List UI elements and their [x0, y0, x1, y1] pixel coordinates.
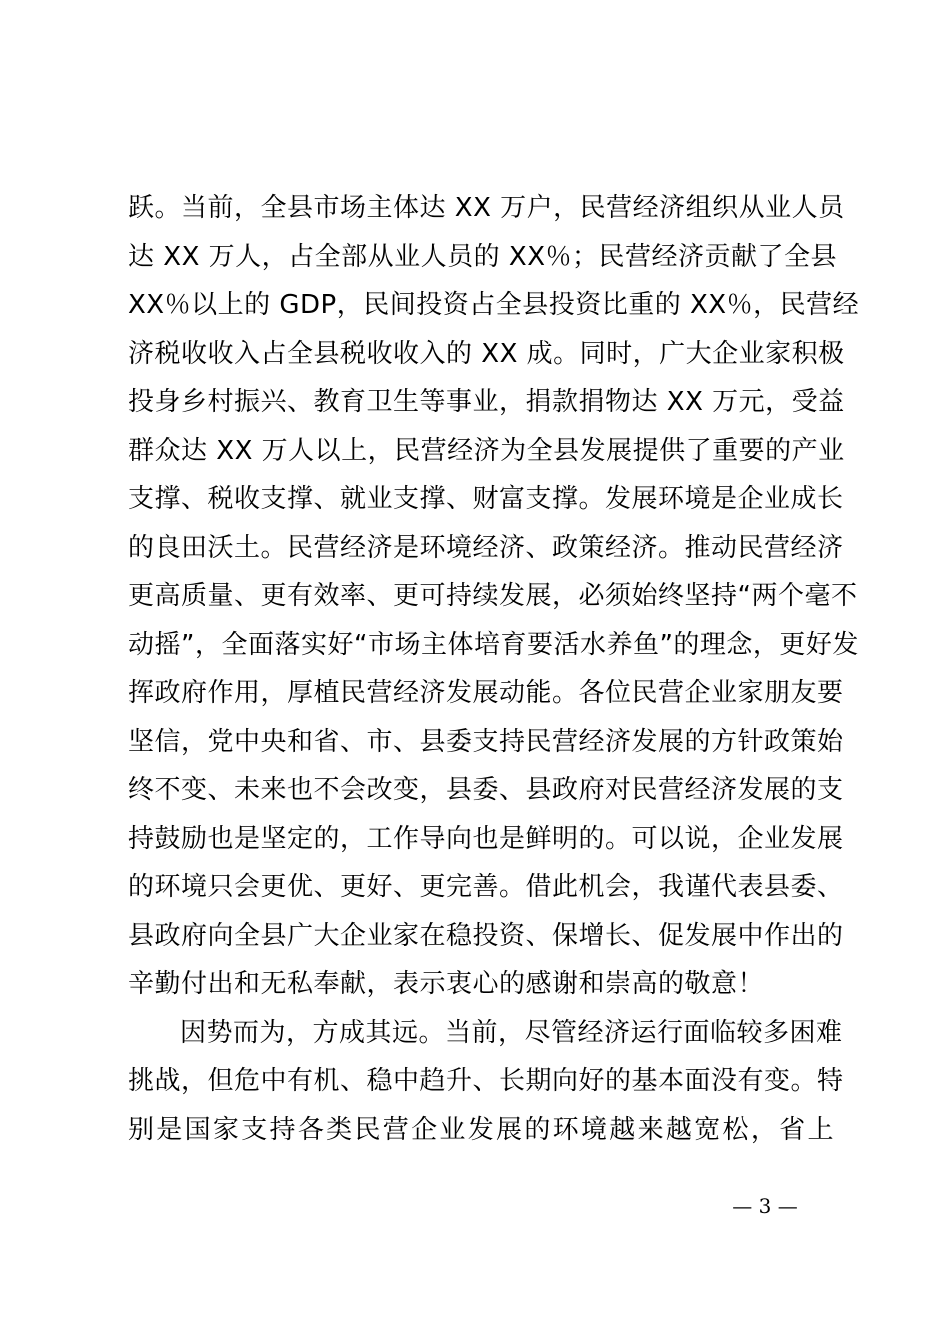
paragraph-1 — [128, 184, 860, 1009]
text-line: 济税收收入占全县税收收入的 XX 成。同时，广大企业家积极 — [128, 338, 845, 369]
text-line: 县政府向全县广大企业家在稳投资、保增长、促发展中作出的 — [128, 920, 844, 951]
text-line: 终不变、未来也不会改变，县委、县政府对民营经济发展的支 — [128, 775, 844, 805]
text-line: 动摇”，全面落实好“市场主体培育要活水养鱼”的理念，更好发 — [128, 629, 859, 660]
text-line: 别是国家支持各类民营企业发展的环境越来越宽松，省上 — [128, 1114, 834, 1145]
text-line: 挥政府作用，厚植民营经济发展动能。各位民营企业家朋友要 — [128, 678, 844, 708]
text-line: 的良田沃土。民营经济是环境经济、政策经济。推动民营经济 — [128, 532, 844, 563]
text-line: 投身乡村振兴、教育卫生等事业，捐款捐物达 XX 万元，受益 — [128, 387, 845, 417]
text-line: 支撑、税收支撑、就业支撑、财富支撑。发展环境是企业成长 — [128, 484, 844, 514]
text-line: 坚信，党中央和省、市、县委支持民营经济发展的方针政策始 — [128, 726, 844, 757]
paragraph-2 — [128, 1009, 844, 1155]
text-line: 群众达 XX 万人以上，民营经济为全县发展提供了重要的产业 — [128, 435, 845, 466]
text-line: XX％以上的 GDP，民间投资占全县投资比重的 XX％，民营经 — [128, 290, 860, 320]
text-line: 的环境只会更优、更好、更完善。借此机会，我谨代表县委、 — [128, 872, 844, 902]
text-line: 挑战，但危中有机、稳中趋升、长期向好的基本面没有变。特 — [128, 1066, 844, 1096]
page-number: — 3 — — [732, 1194, 798, 1218]
body-text — [128, 184, 860, 1154]
text-line: 因势而为，方成其远。当前，尽管经济运行面临较多困难 — [180, 1017, 843, 1048]
text-line: 持鼓励也是坚定的，工作导向也是鲜明的。可以说，企业发展 — [128, 823, 844, 854]
text-line: 达 XX 万人，占全部从业人员的 XX％；民营经济贡献了全县 — [128, 241, 838, 272]
text-line: 跃。当前，全县市场主体达 XX 万户，民营经济组织从业人员 — [128, 193, 845, 223]
text-line: 更高质量、更有效率、更可持续发展，必须始终坚持“两个毫不 — [128, 581, 858, 611]
text-line: 辛勤付出和无私奉献，表示衷心的感谢和崇高的敬意！ — [128, 969, 765, 999]
